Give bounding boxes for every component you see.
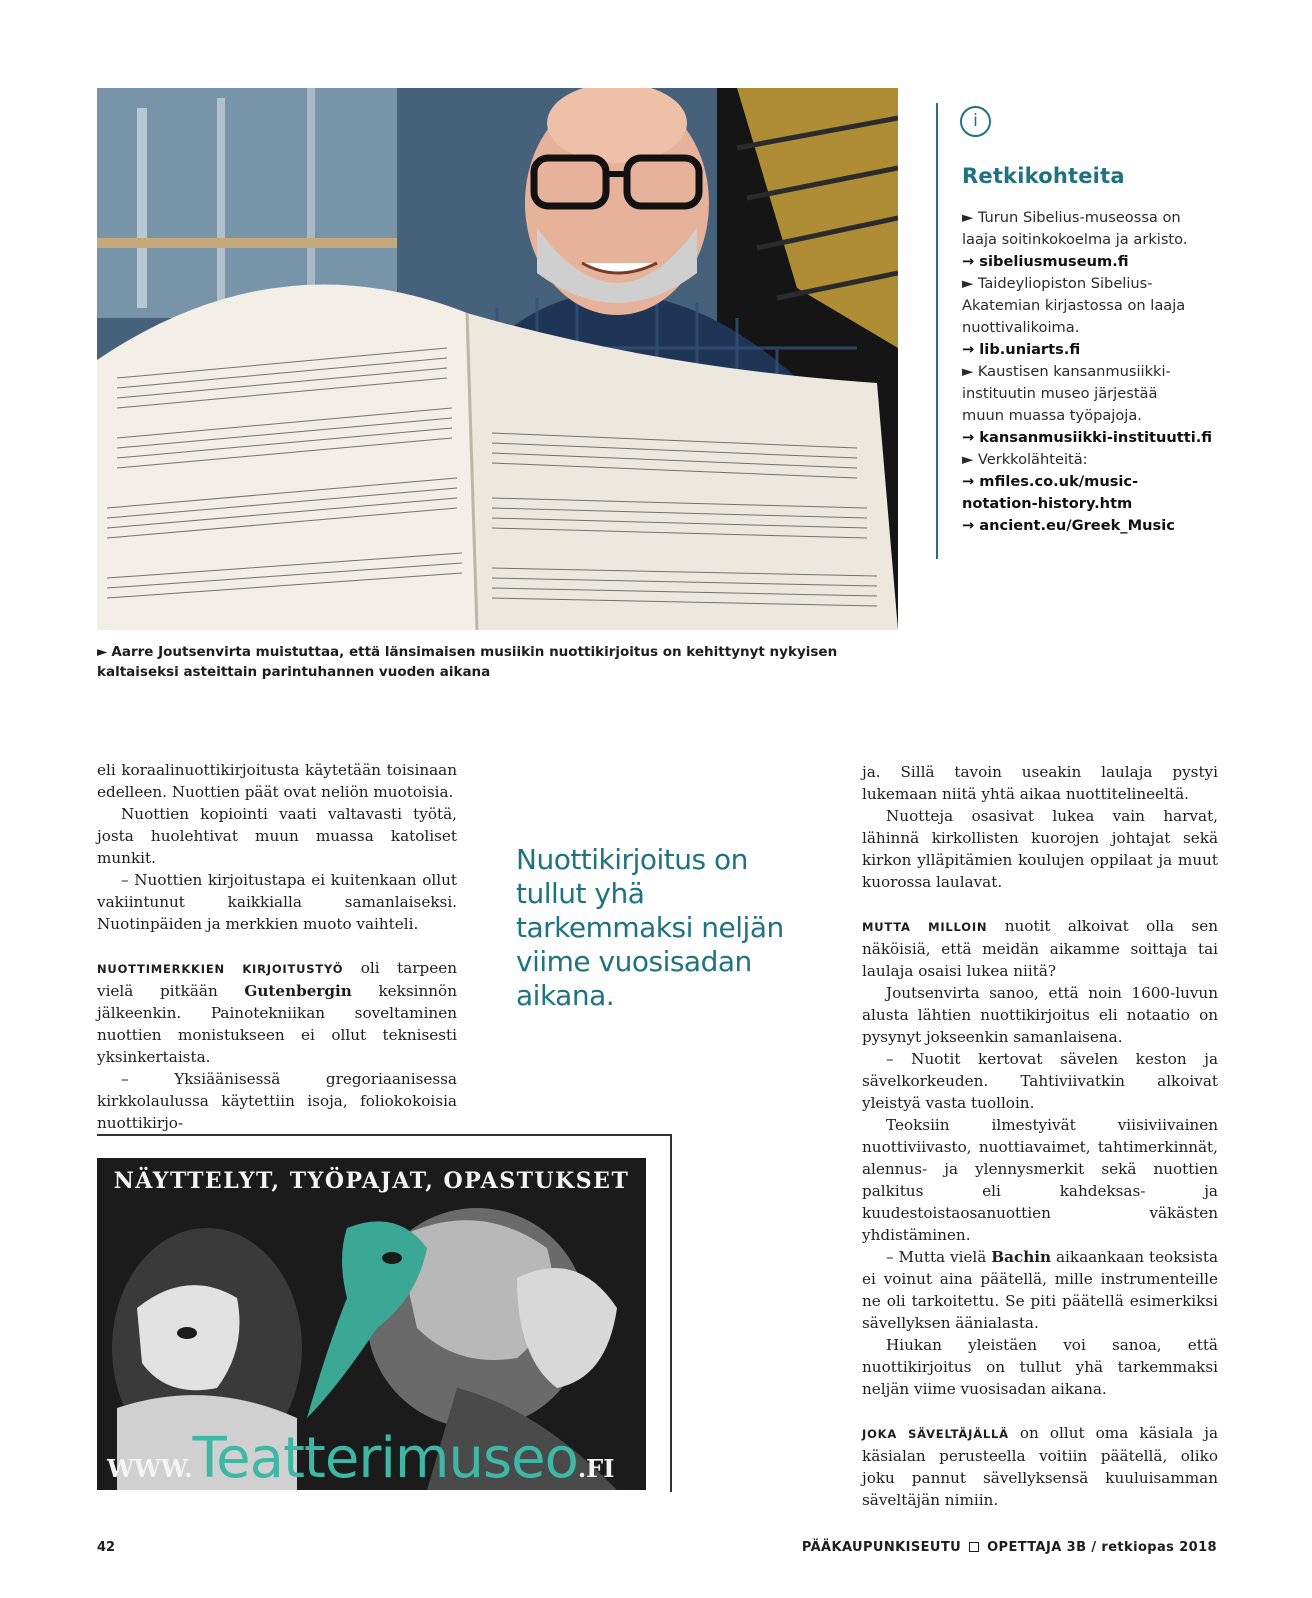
paragraph: eli koraalinuottikirjoitusta käytetään toisinaan edelleen. Nuottien päät ovat neliön muotoisia. <box>97 761 457 801</box>
paragraph: Nuottien kopiointi vaati valtavasti työtä, josta huolehtivat muun muassa katoliset munkit. <box>97 805 457 867</box>
info-text-line: instituutin museo järjestää <box>962 385 1158 402</box>
paragraph: Teoksiin ilmestyivät viisiviivainen nuottiviivasto, nuottiavaimet, tahtimerkinnät, alennus- ja ylennysmerkit sekä nuottien palkitus eli kahdeksas- ja kuudestoistaosanuottien väkästen yhdistäminen. <box>862 1116 1218 1244</box>
info-text-line: muun muassa työpajoja. <box>962 407 1142 424</box>
pull-quote: Nuottikirjoitus on tullut yhä tarkemmaksi neljän viime vuosisadan aikana. <box>516 843 784 1012</box>
hero-photo <box>97 88 898 630</box>
info-box-rule <box>936 103 938 559</box>
paragraph <box>862 915 1218 982</box>
caption-arrow-icon: ► <box>97 644 108 660</box>
paragraph: ja. Sillä tavoin useakin laulaja pystyi lukemaan niitä yhtä aikaa nuottitelineeltä. <box>862 763 1218 803</box>
section-lead: JOKA SÄVELTÄJÄLLÄ <box>862 1427 1009 1441</box>
photo-illustration <box>97 88 898 630</box>
paragraph: – Yksiäänisessä gregoriaanisessa kirkkolaulussa käytettiin isoja, foliokokoisia nuottikirjo- <box>97 1070 457 1132</box>
text-run: aikaankaan teoksista ei voinut aina päätellä, mille instrumenteille ne oli tarkoitettu. Se piti päätellä esimerkiksi sävellyksen äänialasta. <box>862 1248 1219 1332</box>
info-text-line: ► Verkkolähteitä: <box>962 451 1088 468</box>
info-text-line: ► Taideyliopiston Sibelius- <box>962 275 1153 292</box>
ad-url-name: Teatterimuseo <box>192 1426 578 1490</box>
info-link[interactable]: → lib.uniarts.fi <box>962 341 1081 358</box>
paragraph: – Nuotit kertovat sävelen keston ja sävelkorkeuden. Tahtiviivatkin alkoivat yleistyä vasta tuolloin. <box>862 1050 1218 1112</box>
text-run: oli tarpeen vielä pitkään <box>97 959 457 1000</box>
paragraph: Joutsenvirta sanoo, että noin 1600-luvun alusta lähtien nuottikirjoitus eli notaatio on pysynyt jokseenkin samanlaisena. <box>862 984 1218 1046</box>
info-icon: i <box>960 106 991 137</box>
section-lead: MUTTA MILLOIN <box>862 920 988 934</box>
info-text-line: Akatemian kirjastossa on laaja <box>962 297 1186 314</box>
info-text-line: ► Turun Sibelius-museossa on <box>962 209 1181 226</box>
ad-frame-side <box>670 1134 672 1492</box>
info-box-title: Retkikohteita <box>962 164 1125 188</box>
paragraph: – Nuottien kirjoitustapa ei kuitenkaan ollut vakiintunut kaikkialla samanlaiseksi. Nuotinpäiden ja merkkien muoto vaihteli. <box>97 871 457 933</box>
info-link[interactable]: → kansanmusiikki-instituutti.fi <box>962 429 1213 446</box>
info-link[interactable]: → sibeliusmuseum.fi <box>962 253 1129 270</box>
publication-title: OPETTAJA 3B / retkiopas 2018 <box>987 1540 1217 1555</box>
ad-url-prefix: WWW. <box>107 1454 193 1483</box>
info-text-line: nuottivalikoima. <box>962 319 1080 336</box>
info-text-line: laaja soitinkokoelma ja arkisto. <box>962 231 1188 248</box>
paragraph: Hiukan yleistäen voi sanoa, että nuottikirjoitus on tullut yhä tarkemmaksi neljän viime vuosisadan aikana. <box>862 1336 1218 1398</box>
text-run: keksinnön jälkeenkin. Painotekniikan soveltaminen nuottien monistukseen ei ollut teknisesti yksinkertaista. <box>97 982 457 1066</box>
square-separator-icon <box>969 1542 979 1552</box>
info-text-line: ► Kaustisen kansanmusiikki- <box>962 363 1171 380</box>
ad-url[interactable] <box>107 1426 614 1490</box>
ad-headline: NÄYTTELYT, TYÖPAJAT, OPASTUKSET <box>113 1168 630 1194</box>
info-box-list <box>962 207 1262 537</box>
photo-caption <box>97 642 898 682</box>
bold-name: Gutenbergin <box>244 982 352 1000</box>
bold-name: Bachin <box>991 1248 1052 1266</box>
info-link[interactable]: → mfiles.co.uk/music- <box>962 473 1139 490</box>
publication-region: PÄÄKAUPUNKISEUTU <box>801 1540 962 1555</box>
info-link[interactable]: notation-history.htm <box>962 495 1133 512</box>
text-run: nuotit alkoivat olla sen näköisiä, että meidän aikamme soittaja tai laulaja osaisi lukea niitä? <box>862 917 1218 980</box>
info-link[interactable]: → ancient.eu/Greek_Music <box>962 517 1175 534</box>
publication-footer <box>802 1540 1217 1555</box>
ad-frame-top <box>97 1134 671 1136</box>
article-column-right <box>862 761 1218 1511</box>
text-run: on ollut oma käsiala ja käsialan perusteella voitiin päätellä, oliko joku pannut sävellyksensä kuuluisamman säveltäjän nimiin. <box>862 1424 1218 1509</box>
caption-text: Aarre Joutsenvirta muistuttaa, että länsimaisen musiikin nuottikirjoitus on kehittynyt nykyisen kaltaiseksi asteittain parintuhannen vuoden aikana <box>97 644 838 680</box>
paragraph: Nuotteja osasivat lukea vain harvat, lähinnä kirkollisten kuorojen johtajat sekä kirkon ylläpitämien koulujen oppilaat ja muut kuorossa laulavat. <box>862 807 1218 891</box>
teatterimuseo-ad[interactable] <box>97 1158 646 1490</box>
paragraph <box>862 1246 1218 1334</box>
paragraph <box>97 957 457 1068</box>
section-lead: NUOTTIMERKKIEN KIRJOITUSTYÖ <box>97 962 344 976</box>
text-run: – Mutta vielä <box>886 1248 992 1266</box>
paragraph <box>862 1422 1218 1511</box>
article-column-left <box>97 759 457 1134</box>
page-number: 42 <box>97 1540 116 1555</box>
ad-url-suffix: .FI <box>577 1454 615 1483</box>
